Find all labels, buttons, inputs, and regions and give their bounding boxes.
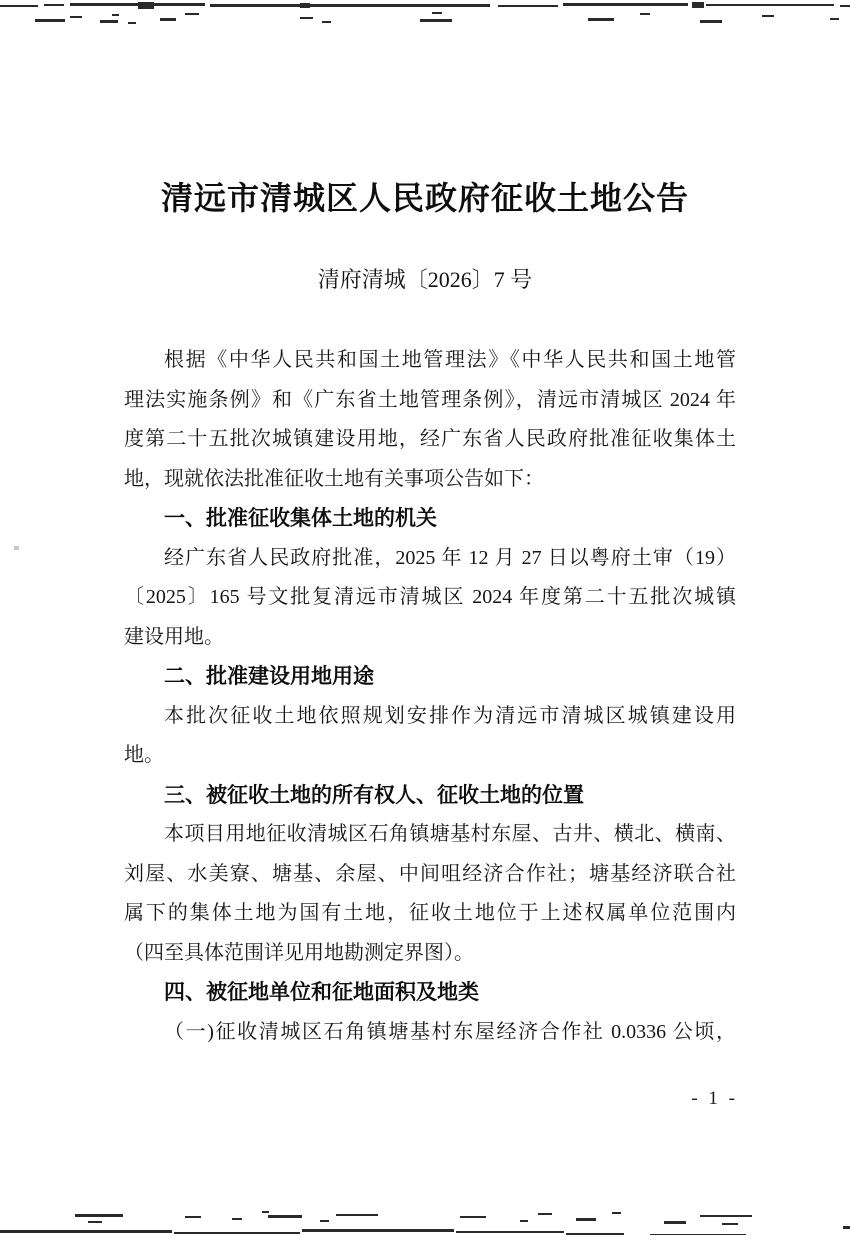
body-line: 地，现就依法批准征收土地有关事项公告如下： (124, 467, 544, 490)
page-number: - 1 - (691, 1088, 738, 1109)
body-line: 度第二十五批次城镇建设用地，经广东省人民政府批准征收集体土 (124, 428, 736, 450)
body-line: 根据《中华人民共和国土地管理法》《中华人民共和国土地管 (164, 349, 736, 371)
scan-artifact-bottom (0, 1208, 850, 1241)
document-body (124, 341, 736, 1052)
body-line: 本批次征收土地依照规划安排作为清远市清城区城镇建设用 (164, 704, 736, 727)
scan-speck (14, 546, 19, 550)
body-line: （四至具体范围详见用地勘测定界图）。 (124, 941, 474, 964)
scan-artifact-top (0, 0, 850, 30)
body-line: （一)征收清城区石角镇塘基村东屋经济合作社 0.0336 公顷， (164, 1020, 736, 1043)
body-line: 属下的集体土地为国有土地，征收土地位于上述权属单位范围内 (124, 902, 736, 924)
body-line: 〔2025〕165 号文批复清远市清城区 2024 年度第二十五批次城镇 (124, 586, 736, 608)
body-line: 建设用地。 (124, 625, 224, 648)
body-line: 地。 (124, 744, 164, 766)
section-heading: 三、被征收土地的所有权人、征收土地的位置 (164, 783, 584, 807)
body-line: 经广东省人民政府批准，2025 年 12 月 27 日以粤府土审（19） (164, 546, 736, 569)
section-heading: 二、批准建设用地用途 (164, 665, 374, 688)
document-title: 清远市清城区人民政府征收土地公告 (160, 180, 689, 216)
body-line: 本项目用地征收清城区石角镇塘基村东屋、古井、横北、横南、 (164, 823, 736, 845)
document-number: 清府清城〔2026〕7 号 (317, 267, 533, 292)
section-heading: 一、批准征收集体土地的机关 (164, 507, 437, 530)
body-line: 刘屋、水美寮、塘基、余屋、中间咀经济合作社；塘基经济联合社 (124, 862, 736, 885)
body-line: 理法实施条例》和《广东省土地管理条例》，清远市清城区 2024 年 (124, 388, 736, 411)
section-heading: 四、被征地单位和征地面积及地类 (164, 981, 479, 1004)
